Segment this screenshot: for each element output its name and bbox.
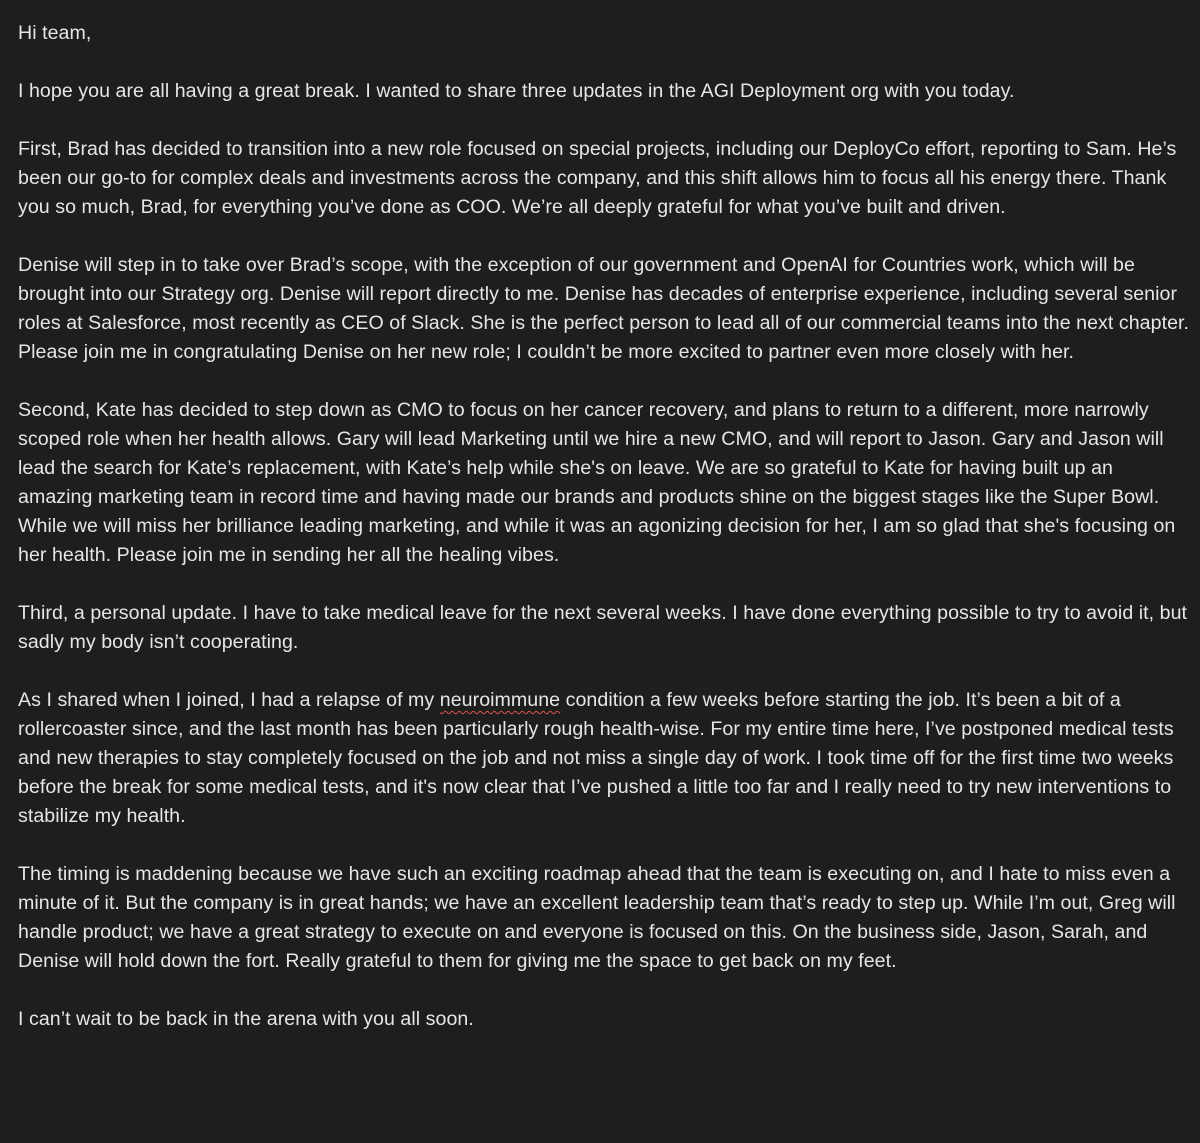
spellcheck-flagged-word[interactable]: neuroimmune [439, 689, 561, 711]
paragraph-intro: I hope you are all having a great break. I wanted to share three updates in the AGI Deployment org with you today. [18, 80, 1015, 102]
paragraph-closing: I can’t wait to be back in the arena with you all soon. [18, 1008, 474, 1030]
paragraph-kate-update: Second, Kate has decided to step down as CMO to focus on her cancer recovery, and plans to return to a different, more narrowly scoped role when her health allows. Gary will lead Marketing until we hire a new CMO, and will report to Jason. Gary and Jason will lead the search for Kate’s replacement, with Kate’s help while she's on leave. We are so grateful to Kate for having built up an amazing marketing team in record time and having made our brands and products shine on the biggest stages like the Super Bowl. While we will miss her brilliance leading marketing, and while it was an agonizing decision for her, I am so glad that she's focusing on her health. Please join me in sending her all the healing vibes. [18, 399, 1176, 566]
condition-text-after: condition a few weeks before starting the job. It’s been a bit of a rollercoaster since, and the last month has been particularly rough health-wise. For my entire time here, I’ve postponed medical tests and new therapies to stay completely focused on the job and not miss a single day of work. I took time off for the first time two weeks before the break for some medical tests, and it's now clear that I’ve pushed a little too far and I really need to try new interventions to stabilize my health. [18, 689, 1174, 827]
paragraph-health-condition [18, 686, 1192, 831]
paragraph-denise-role: Denise will step in to take over Brad’s scope, with the exception of our government and OpenAI for Countries work, which will be brought into our Strategy org. Denise will report directly to me. Denise has decades of enterprise experience, including several senior roles at Salesforce, most recently as CEO of Slack. She is the perfect person to lead all of our commercial teams into the next chapter. Please join me in congratulating Denise on her new role; I couldn’t be more excited to partner even more closely with her. [18, 254, 1189, 363]
salutation: Hi team, [18, 22, 92, 44]
paragraph-brad-transition: First, Brad has decided to transition into a new role focused on special projects, including our DeployCo effort, reporting to Sam. He’s been our go-to for complex deals and investments across the company, and this shift allows him to focus all his energy there. Thank you so much, Brad, for everything you’ve done as COO. We’re all deeply grateful for what you’ve built and driven. [18, 138, 1177, 218]
paragraph-timing: The timing is maddening because we have such an exciting roadmap ahead that the team is executing on, and I hate to miss even a minute of it. But the company is in great hands; we have an excellent leadership team that’s ready to step up. While I’m out, Greg will handle product; we have a great strategy to execute on and everyone is focused on this. On the business side, Jason, Sarah, and Denise will hold down the fort. Really grateful to them for giving me the space to get back on my feet. [18, 863, 1176, 972]
condition-text-before: As I shared when I joined, I had a relapse of my [18, 689, 440, 711]
paragraph-personal-update: Third, a personal update. I have to take medical leave for the next several weeks. I have done everything possible to try to avoid it, but sadly my body isn’t cooperating. [18, 602, 1188, 653]
